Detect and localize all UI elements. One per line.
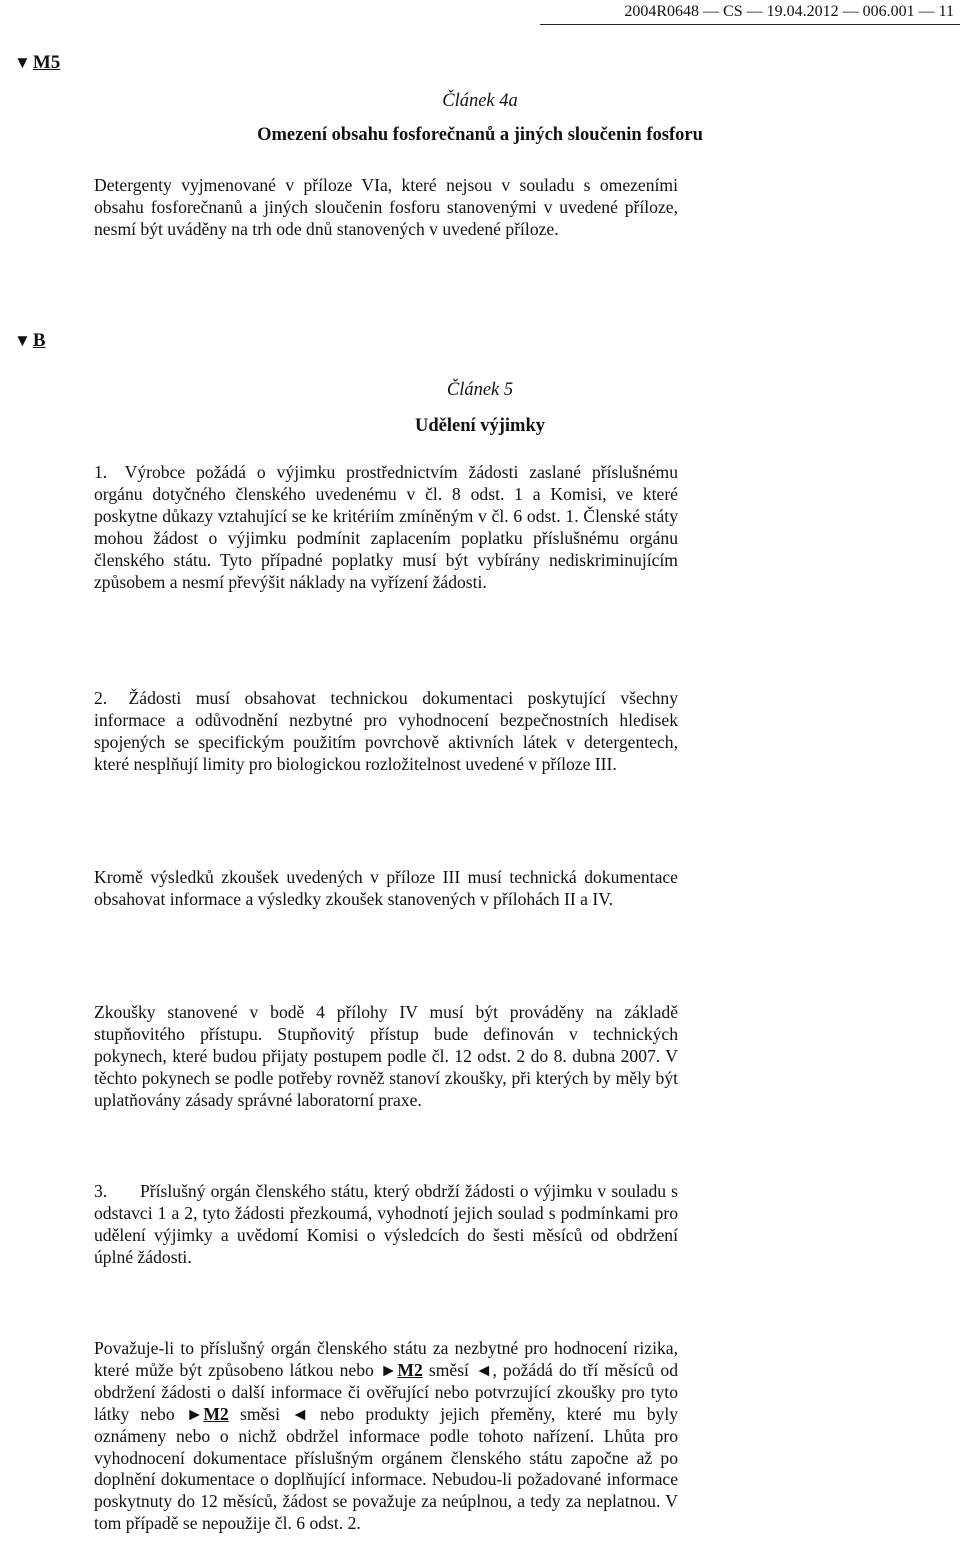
- article-4a-text: Detergenty vyjmenované v příloze VIa, které nejsou v souladu s omezeními obsahu fosforečnanů a jiných sloučenin fosforu stanovenými v uvedené příloze, nesmí být uváděny na trh ode dnů stanovených v uvedené příloze.: [94, 175, 678, 239]
- amendment-word-2: směsi: [228, 1403, 292, 1424]
- paragraph-5-text: Příslušný orgán členského státu, který obdrží žádosti o výjimku v souladu s odstavci 1 a 2, tyto žádosti přezkoumá, vyhodnotí jejich soulad s podmínkami pro udělení výjimky a uvědomí Komisi o výsledcích do šesti měsíců od obdržení úplné žádosti.: [94, 1181, 678, 1267]
- triangle-down-icon: ▼: [14, 331, 31, 350]
- paragraph-1-text: Výrobce požádá o výjimku prostřednictvím žádosti zaslané příslušnému orgánu dotyčného členského uvedenému v čl. 8 odst. 1 a Komisi, ve které poskytne důkazy vztahující se ke kritériím zmíněným v čl. 6 odst. 1. Členské státy mohou žádost o výjimku podmínit zaplacením poplatku příslušnému orgánu členského státu. Tyto případné poplatky musí být vybírány nediskriminujícím způsobem a nesmí převýšit náklady na vyřízení žádosti.: [94, 462, 678, 592]
- article-4a-title: Omezení obsahu fosforečnanů a jiných sloučenin fosforu: [257, 125, 703, 145]
- article-5-paragraph-2: [94, 688, 678, 776]
- article-5-paragraph-1: [94, 462, 678, 593]
- amendment-word-1: směsí: [422, 1359, 476, 1380]
- amendment-start-icon: ►: [379, 1359, 398, 1380]
- marker-m5: [14, 52, 60, 74]
- paragraph-number: 3.: [94, 1181, 108, 1201]
- amendment-m2-link[interactable]: M2: [203, 1403, 229, 1424]
- paragraph-6-text-1: Považuje-li to příslušný orgán členského státu za nezbytné pro hodnocení rizika, které může být způsobeno látkou nebo: [94, 1338, 678, 1380]
- page-header: 2004R0648 — CS — 19.04.2012 — 006.001 — 11: [624, 3, 954, 20]
- paragraph-2-text: Žádosti musí obsahovat technickou dokumentaci poskytující všechny informace a odůvodnění nezbytné pro vyhodnocení bezpečnostních hledisek spojených se specifickým použitím povrchově aktivních látek v detergentech, které nesplňují limity pro biologickou rozložitelnost uvedené v příloze III.: [94, 688, 678, 774]
- marker-b-label: B: [32, 330, 46, 351]
- article-5-paragraph-4: Zkoušky stanovené v bodě 4 přílohy IV musí být prováděny na základě stupňovitého přístupu. Stupňovitý přístup bude definován v technických pokynech, které budou přijaty postupem podle čl. 12 odst. 2 do 8. dubna 2007. V těchto pokynech se podle potřeby rovněž stanoví zkoušky, při kterých by měly být uplatňovány zásady správné laboratorní praxe.: [94, 1002, 678, 1110]
- article-5-paragraph-6: [94, 1338, 678, 1535]
- article-5-title: Udělení výjimky: [414, 416, 545, 436]
- paragraph-number: 1.: [94, 462, 108, 482]
- amendment-end-icon: ◄: [475, 1359, 493, 1380]
- amendment-m2-link[interactable]: M2: [397, 1359, 423, 1380]
- header-rule: [540, 24, 960, 25]
- amendment-start-icon: ►: [185, 1403, 204, 1424]
- marker-m5-label: M5: [32, 52, 61, 73]
- paragraph-6-text-3: nebo produkty jejich přeměny, které mu byly oznámeny nebo o nichž obdržel informace podle tohoto nařízení. Lhůta pro vyhodnocení dokumentace příslušným orgánem členského státu započne až po doplnění dokumentace o doplňující informace. Nebudou-li požadované informace poskytnuty do 12 měsíců, žádost se považuje za neúplnou, a tedy za neplatnou. V tom případě se nepoužije čl. 6 odst. 2.: [94, 1403, 679, 1534]
- marker-b: [14, 330, 46, 352]
- triangle-down-icon: ▼: [14, 53, 31, 72]
- article-4a-number: Článek 4a: [442, 91, 518, 111]
- amendment-end-icon: ◄: [291, 1403, 309, 1424]
- article-5-number: Článek 5: [446, 380, 514, 400]
- article-5-paragraph-5: [94, 1181, 678, 1269]
- article-5-paragraph-3: Kromě výsledků zkoušek uvedených v příloze III musí technická dokumentace obsahovat informace a výsledky zkoušek stanovených v přílohách II a IV.: [94, 867, 678, 909]
- paragraph-number: 2.: [94, 688, 108, 708]
- paragraph-6-text-2: , požádá do tří měsíců od obdržení žádosti o další informace či ověřující nebo potvrzující zkoušky pro tyto látky nebo: [94, 1359, 678, 1424]
